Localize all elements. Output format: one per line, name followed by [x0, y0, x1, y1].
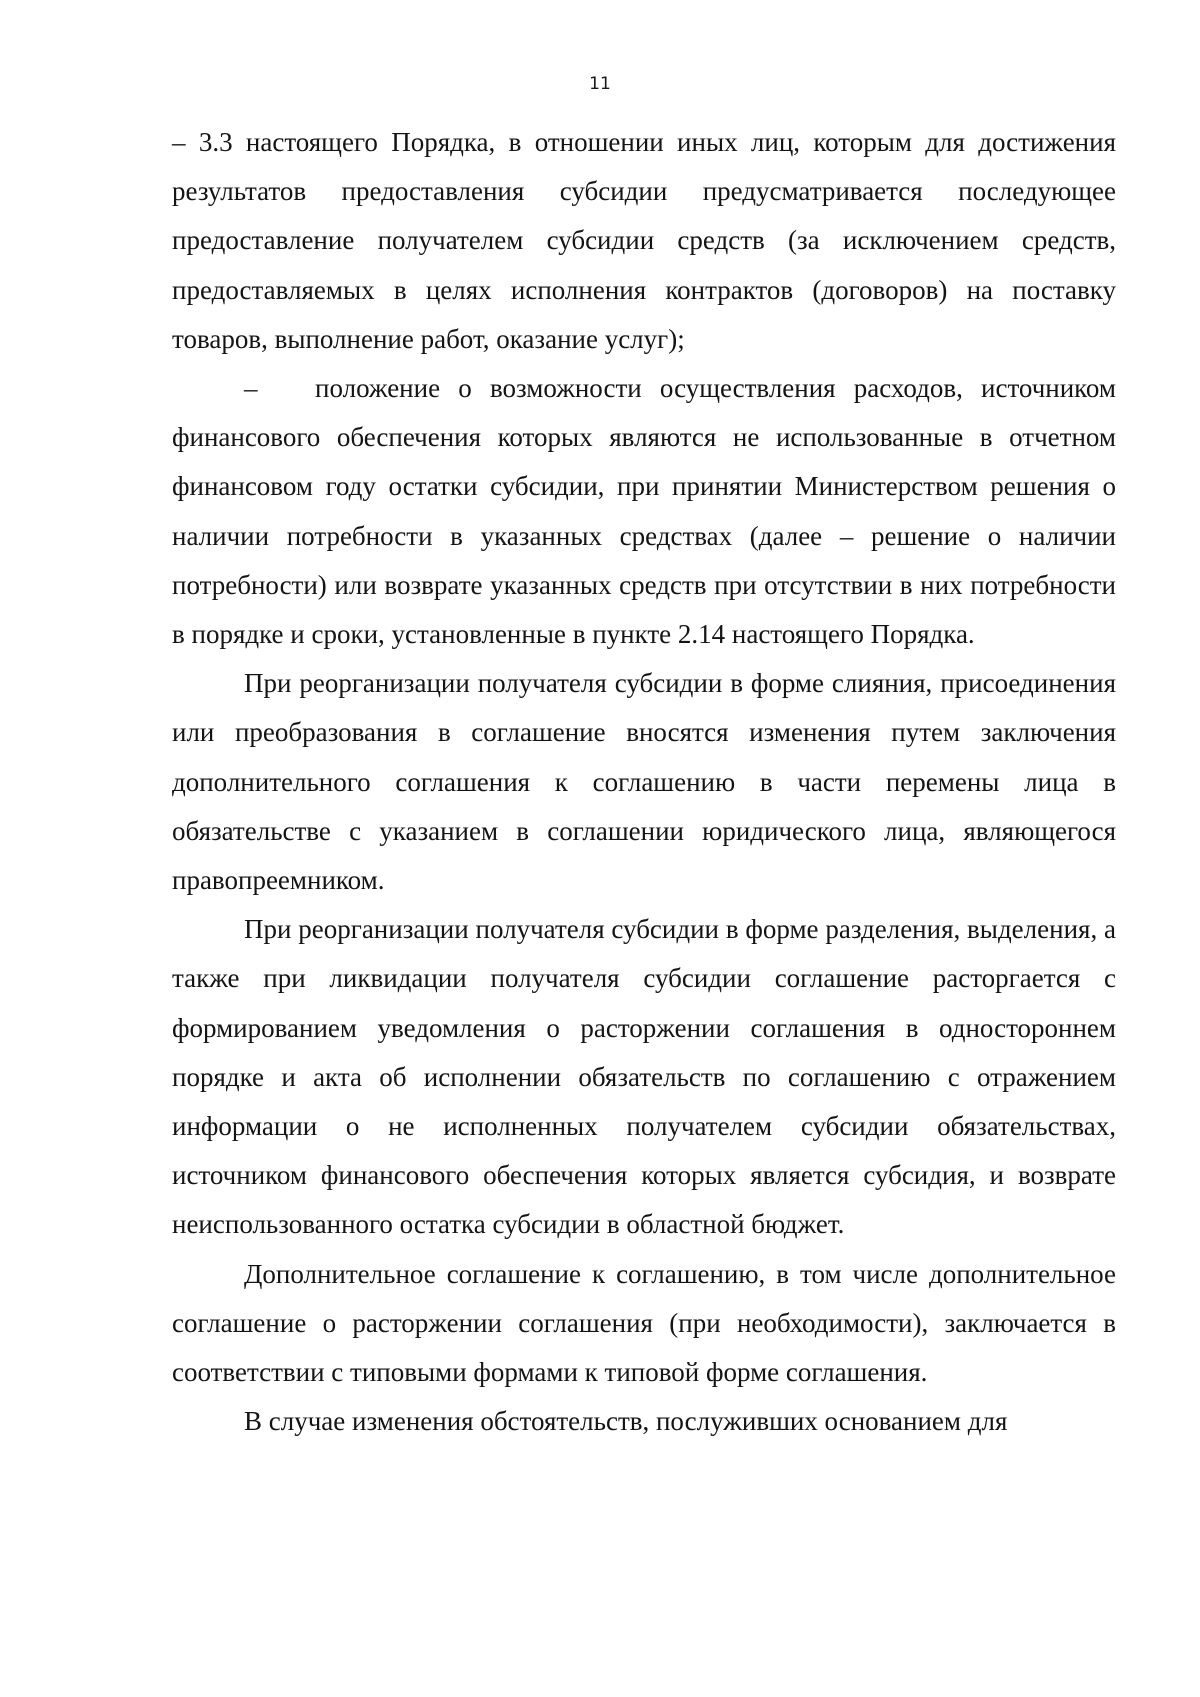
- paragraph-circumstances-change: В случае изменения обстоятельств, послуживших основанием для: [244, 1406, 1008, 1437]
- paragraph-reorganization-merger: При реорганизации получателя субсидии в форме слияния, присоединения или преобразования в соглашение вносятся изменения путем заключения дополнительного соглашения к соглашению в части перемены лица в обязательстве с указанием в соглашении юридического лица, являющегося правопреемником.: [172, 668, 1116, 896]
- paragraph-reorganization-division: При реорганизации получателя субсидии в форме разделения, выделения, а также при ликвидации получателя субсидии соглашение расторгается с формированием уведомления о расторжении соглашения в одностороннем порядке и акта об исполнении обязательств по соглашению с отражением информации о не исполненных получателем субсидии обязательствах, источником финансового обеспечения которых является субсидия, и возврате неиспользованного остатка субсидии в областной бюджет.: [172, 914, 1116, 1240]
- paragraph-continuation: – 3.3 настоящего Порядка, в отношении иных лиц, которым для достижения результатов предоставления субсидии предусматривается последующее предоставление получателем субсидии средств (за исключением средств, предоставляемых в целях исполнения контрактов (договоров) на поставку товаров, выполнение работ, оказание услуг);: [172, 127, 1116, 354]
- paragraph-list-item: [172, 364, 1116, 659]
- list-dash: –: [244, 373, 258, 404]
- document-body: [172, 118, 1116, 1446]
- page-number: 11: [589, 74, 611, 94]
- paragraph-additional-agreement: Дополнительное соглашение к соглашению, в том числе дополнительное соглашение о расторжении соглашения (при необходимости), заключается в соответствии с типовыми формами к типовой форме соглашения.: [172, 1258, 1116, 1388]
- list-item-text: положение о возможности осуществления расходов, источником финансового обеспечения которых являются не использованные в отчетном финансовом году остатки субсидии, при принятии Министерством решения о наличии потребности в указанных средствах (далее – решение о наличии потребности) или возврате указанных средств при отсутствии в них потребности в порядке и сроки, установленные в пункте 2.14 настоящего Порядка.: [172, 373, 1116, 650]
